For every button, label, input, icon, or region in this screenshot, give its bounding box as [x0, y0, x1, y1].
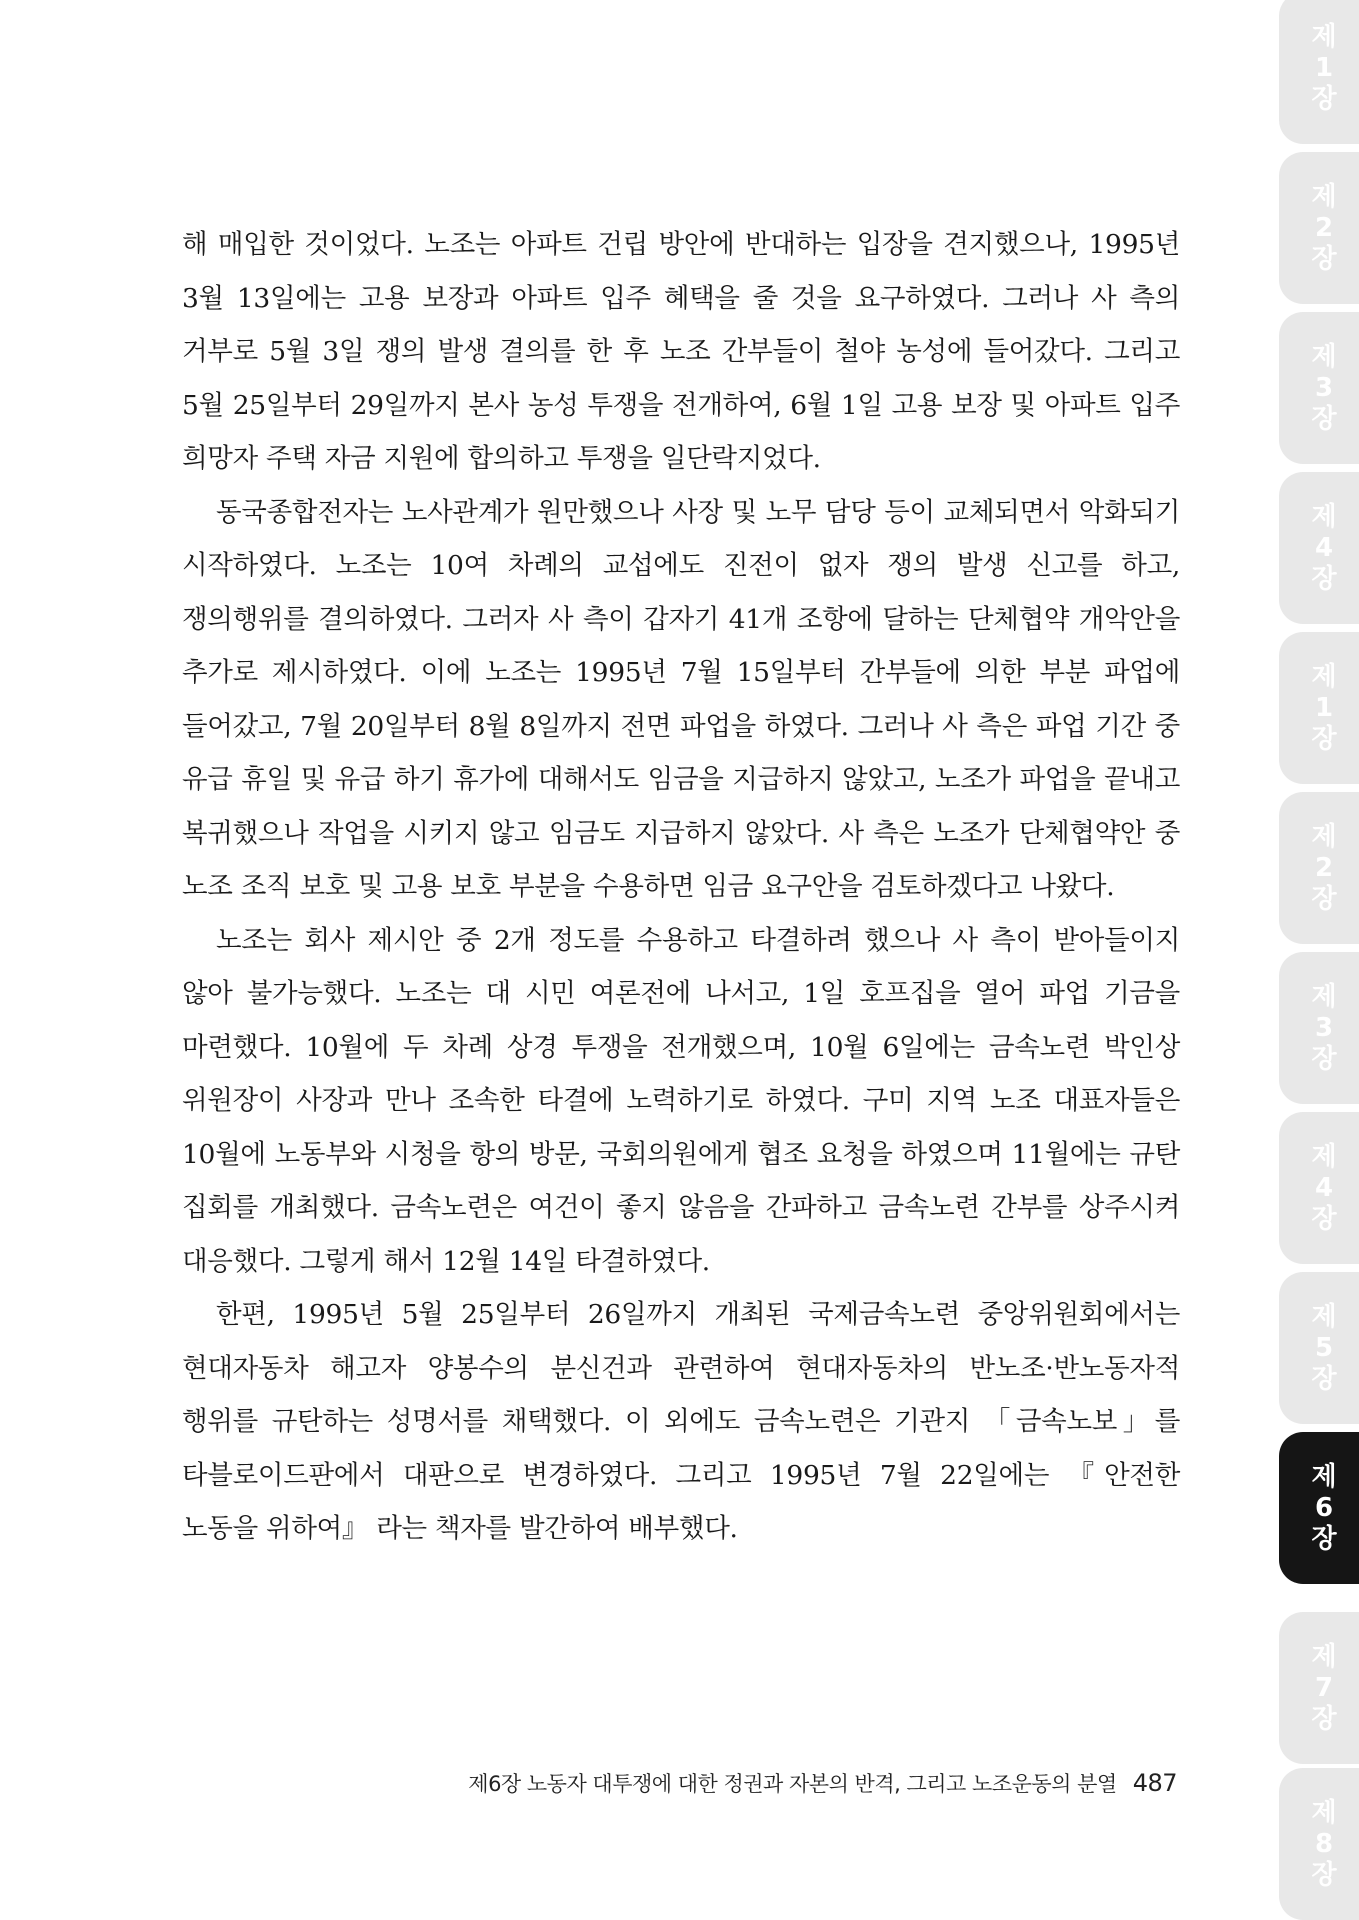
chapter-tab-9[interactable]: [1279, 1272, 1359, 1424]
chapter-tab-suffix: 장: [1311, 723, 1337, 754]
page-footer: [468, 1768, 1177, 1804]
chapter-tab-number: 3: [1314, 372, 1334, 403]
chapter-tab-prefix: 제: [1311, 21, 1337, 52]
chapter-tab-suffix: 장: [1311, 1523, 1337, 1554]
chapter-tab-7[interactable]: [1279, 952, 1359, 1104]
chapter-tab-suffix: 장: [1311, 1363, 1337, 1394]
chapter-tab-prefix: 제: [1311, 661, 1337, 692]
chapter-tab-suffix: 장: [1311, 403, 1337, 434]
chapter-tab-5[interactable]: [1279, 632, 1359, 784]
chapter-tab-number: 8: [1314, 1828, 1334, 1859]
chapter-tab-6[interactable]: [1279, 792, 1359, 944]
chapter-tab-prefix: 제: [1311, 821, 1337, 852]
chapter-tab-prefix: 제: [1311, 341, 1337, 372]
chapter-tab-number: 4: [1314, 1172, 1334, 1203]
chapter-tab-1[interactable]: [1279, 0, 1359, 144]
body-paragraph-2: 동국종합전자는 노사관계가 원만했으나 사장 및 노무 담당 등이 교체되면서 악화되기 시작하였다. 노조는 10여 차례의 교섭에도 진전이 없자 쟁의 발생 신고를 하고, 쟁의행위를 결의하였다. 그러자 사 측이 갑자기 41개 조항에 달하는 단체협약 개악안을 추가로 제시하였다. 이에 노조는 1995년 7월 15일부터 간부들에 의한 부분 파업에 들어갔고, 7월 20일부터 8월 8일까지 전면 파업을 하였다. 그러나 사 측은 파업 기간 중 유급 휴일 및 유급 하기 휴가에 대해서도 임금을 지급하지 않았고, 노조가 파업을 끝내고 복귀했으나 작업을 시키지 않고 임금도 지급하지 않았다. 사 측은 노조가 단체협약안 중 노조 조직 보호 및 고용 보호 부분을 수용하면 임금 요구안을 검토하겠다고 나왔다.: [182, 496, 1180, 902]
chapter-tab-3[interactable]: [1279, 312, 1359, 464]
chapter-tab-number: 1: [1314, 692, 1334, 723]
chapter-tab-12[interactable]: [1279, 1768, 1359, 1920]
chapter-tab-strip: [1279, 0, 1359, 1920]
chapter-tab-suffix: 장: [1311, 1703, 1337, 1734]
body-paragraph-4: 한편, 1995년 5월 25일부터 26일까지 개최된 국제금속노련 중앙위원회에서는 현대자동차 해고자 양봉수의 분신건과 관련하여 현대자동차의 반노조·반노동자적 행위를 규탄하는 성명서를 채택했다. 이 외에도 금속노련은 기관지 「금속노보」를 타블로이드판에서 대판으로 변경하였다. 그리고 1995년 7월 22일에는 『안전한 노동을 위하여』 라는 책자를 발간하여 배부했다.: [182, 1299, 1180, 1544]
chapter-tab-8[interactable]: [1279, 1112, 1359, 1264]
chapter-tab-number: 4: [1314, 532, 1334, 563]
chapter-tab-prefix: 제: [1311, 181, 1337, 212]
chapter-tab-11[interactable]: [1279, 1612, 1359, 1764]
chapter-tab-suffix: 장: [1311, 1859, 1337, 1890]
chapter-tab-number: 1: [1314, 52, 1334, 83]
chapter-tab-number: 3: [1314, 1012, 1334, 1043]
chapter-tab-2[interactable]: [1279, 152, 1359, 304]
chapter-tab-number: 2: [1314, 852, 1334, 883]
chapter-tab-prefix: 제: [1311, 1301, 1337, 1332]
body-paragraph-3: 노조는 회사 제시안 중 2개 정도를 수용하고 타결하려 했으나 사 측이 받아들이지 않아 불가능했다. 노조는 대 시민 여론전에 나서고, 1일 호프집을 열어 파업 기금을 마련했다. 10월에 두 차례 상경 투쟁을 전개했으며, 10월 6일에는 금속노련 박인상 위원장이 사장과 만나 조속한 타결에 노력하기로 하였다. 구미 지역 노조 대표자들은 10월에 노동부와 시청을 항의 방문, 국회의원에게 협조 요청을 하였으며 11월에는 규탄 집회를 개최했다. 금속노련은 여건이 좋지 않음을 간파하고 금속노련 간부를 상주시켜 대응했다. 그렇게 해서 12월 14일 타결하였다.: [182, 924, 1180, 1277]
chapter-tab-number: 2: [1314, 212, 1334, 243]
chapter-tab-prefix: 제: [1311, 1461, 1337, 1492]
chapter-tab-prefix: 제: [1311, 981, 1337, 1012]
chapter-tab-suffix: 장: [1311, 1203, 1337, 1234]
chapter-tab-suffix: 장: [1311, 883, 1337, 914]
chapter-tab-number: 7: [1314, 1672, 1334, 1703]
chapter-tab-number: 5: [1314, 1332, 1334, 1363]
chapter-tab-suffix: 장: [1311, 1043, 1337, 1074]
page-body: [182, 218, 1180, 1556]
page-number: 487: [1132, 1769, 1177, 1797]
chapter-tab-10-active[interactable]: [1279, 1432, 1359, 1584]
chapter-tab-suffix: 장: [1311, 243, 1337, 274]
running-title: 제6장 노동자 대투쟁에 대한 정권과 자본의 반격, 그리고 노조운동의 분열: [468, 1772, 1117, 1796]
chapter-tab-number: 6: [1314, 1492, 1334, 1523]
chapter-tab-4[interactable]: [1279, 472, 1359, 624]
chapter-tab-prefix: 제: [1311, 1641, 1337, 1672]
chapter-tab-prefix: 제: [1311, 1141, 1337, 1172]
body-paragraph-1: 해 매입한 것이었다. 노조는 아파트 건립 방안에 반대하는 입장을 견지했으나, 1995년 3월 13일에는 고용 보장과 아파트 입주 혜택을 줄 것을 요구하였다. 그러나 사 측의 거부로 5월 3일 쟁의 발생 결의를 한 후 노조 간부들이 철야 농성에 들어갔다. 그리고 5월 25일부터 29일까지 본사 농성 투쟁을 전개하여, 6월 1일 고용 보장 및 아파트 입주 희망자 주택 자금 지원에 합의하고 투쟁을 일단락지었다.: [182, 229, 1180, 474]
chapter-tab-suffix: 장: [1311, 563, 1337, 594]
chapter-tab-prefix: 제: [1311, 501, 1337, 532]
chapter-tab-suffix: 장: [1311, 83, 1337, 114]
chapter-tab-prefix: 제: [1311, 1797, 1337, 1828]
